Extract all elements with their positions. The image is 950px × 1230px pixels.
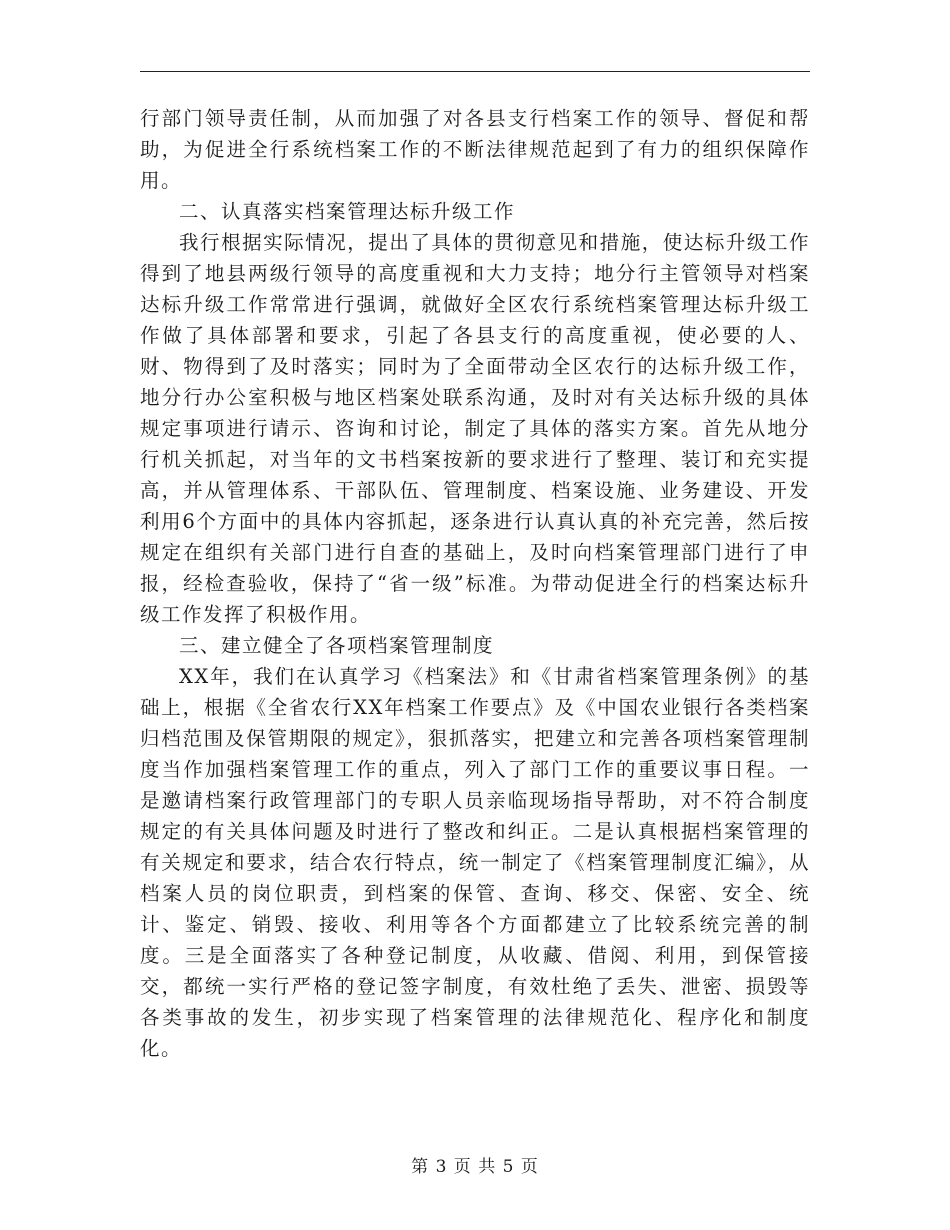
section-heading-2: 二、认真落实档案管理达标升级工作 <box>179 200 516 223</box>
section-heading-3: 三、建立健全了各项档案管理制度 <box>179 634 495 657</box>
document-body <box>140 103 810 1064</box>
paragraph-section-2: 我行根据实际情况，提出了具体的贯彻意见和措施，使达标升级工作得到了地县两级行领导的高度重视和大力支持；地分行主管领导对档案达标升级工作常常进行强调，就做好全区农行系统档案管理达标升级工作做了具体部署和要求，引起了各县支行的高度重视，使必要的人、财、物得到了及时落实；同时为了全面带动全区农行的达标升级工作，地分行办公室积极与地区档案处联系沟通，及时对有关达标升级的具体规定事项进行请示、咨询和讨论，制定了具体的落实方案。首先从地分行机关抓起，对当年的文书档案按新的要求进行了整理、装订和充实提高，并从管理体系、干部队伍、管理制度、档案设施、业务建设、开发利用6个方面中的具体内容抓起，逐条进行认真认真的补充完善，然后按规定在组织有关部门进行自查的基础上，及时向档案管理部门进行了申报，经检查验收，保持了“省一级”标准。为带动促进全行的档案达标升级工作发挥了积极作用。 <box>140 231 810 626</box>
paragraph-continuation: 行部门领导责任制，从而加强了对各县支行档案工作的领导、督促和帮助，为促进全行系统档案工作的不断法律规范起到了有力的组织保障作用。 <box>140 107 810 192</box>
header-rule <box>140 71 810 72</box>
page-footer: 第 3 页 共 5 页 <box>411 1157 539 1177</box>
paragraph-section-3: XX年，我们在认真学习《档案法》和《甘肃省档案管理条例》的基础上，根据《全省农行XX年档案工作要点》及《中国农业银行各类档案归档范围及保管期限的规定》，狠抓落实，把建立和完善各项档案管理制度当作加强档案管理工作的重点，列入了部门工作的重要议事日程。一是邀请档案行政管理部门的专职人员亲临现场指导帮助，对不符合制度规定的有关具体问题及时进行了整改和纠正。二是认真根据档案管理的有关规定和要求，结合农行特点，统一制定了《档案管理制度汇编》，从档案人员的岗位职责，到档案的保管、查询、移交、保密、安全、统计、鉴定、销毁、接收、利用等各个方面都建立了比较系统完善的制度。三是全面落实了各种登记制度，从收藏、借阅、利用，到保管接交，都统一实行严格的登记签字制度，有效杜绝了丢失、泄密、损毁等各类事故的发生，初步实现了档案管理的法律规范化、程序化和制度化。 <box>140 665 810 1060</box>
